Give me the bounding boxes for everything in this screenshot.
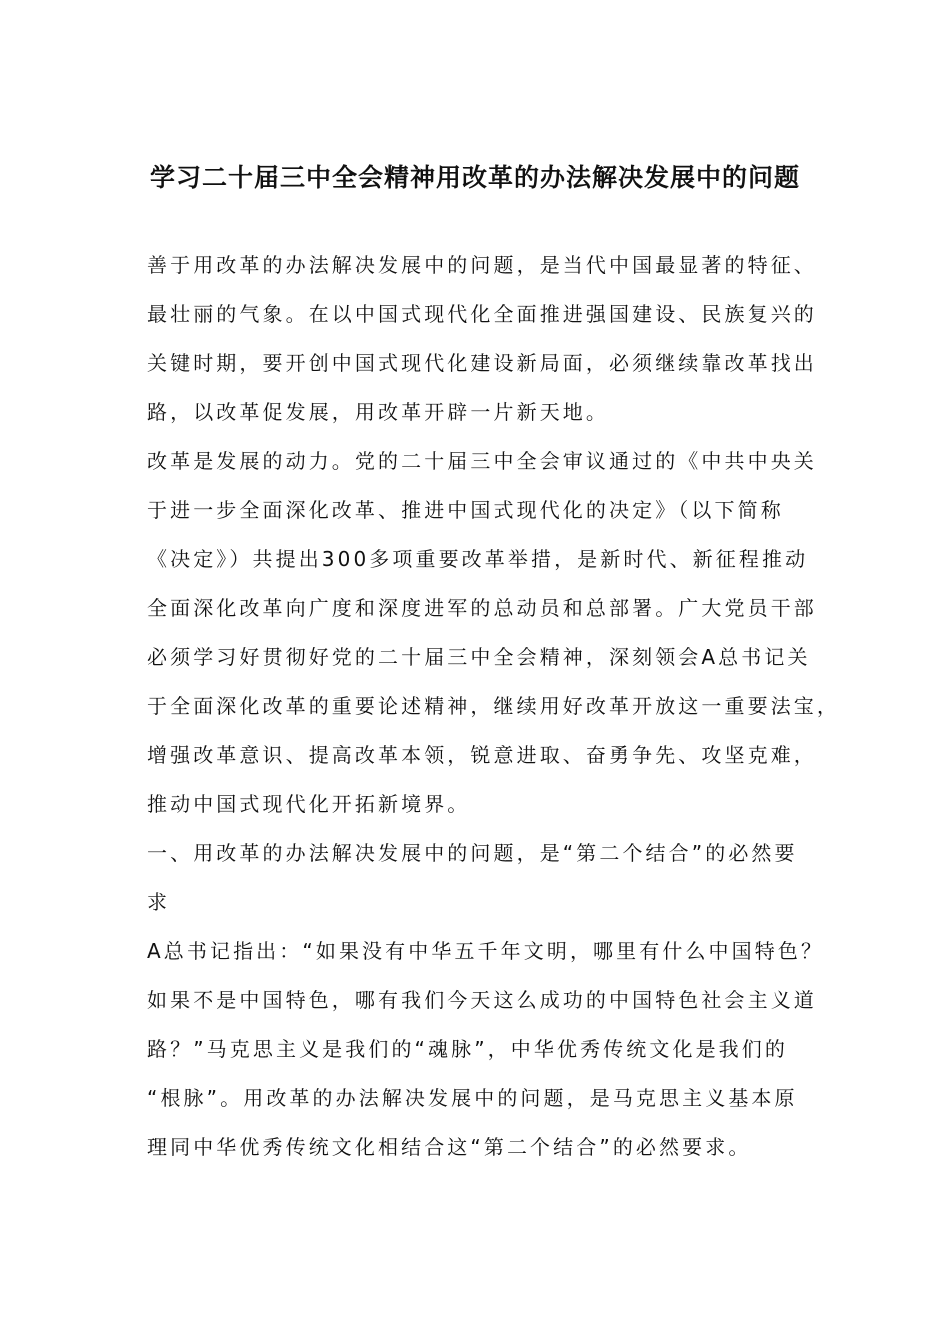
paragraph-2-line-3: 《决定》）共提出300多项重要改革举措，是新时代、新征程推动 <box>147 547 809 571</box>
document-title: 学习二十届三中全会精神用改革的办法解决发展中的问题 <box>149 163 800 192</box>
paragraph-2-line-4: 全面深化改革向广度和深度进军的总动员和总部署。广大党员干部 <box>147 596 817 620</box>
paragraph-3-line-2: 如果不是中国特色，哪有我们今天这么成功的中国特色社会主义道 <box>147 988 817 1012</box>
paragraph-3-line-1: A总书记指出：“如果没有中华五千年文明，哪里有什么中国特色？ <box>147 939 825 963</box>
paragraph-2-line-1: 改革是发展的动力。党的二十届三中全会审议通过的《中共中央关 <box>147 449 817 473</box>
paragraph-2-line-7: 增强改革意识、提高改革本领，锐意进取、奋勇争先、攻坚克难， <box>147 743 817 767</box>
paragraph-2-line-5: 必须学习好贯彻好党的二十届三中全会精神，深刻领会A总书记关 <box>147 645 811 669</box>
paragraph-1-line-1: 善于用改革的办法解决发展中的问题，是当代中国最显著的特征、 <box>147 253 817 277</box>
paragraph-3-line-5: 理同中华优秀传统文化相结合这“第二个结合”的必然要求。 <box>147 1135 752 1159</box>
paragraph-1-line-4: 路，以改革促发展，用改革开辟一片新天地。 <box>147 400 609 424</box>
paragraph-2-line-2: 于进一步全面深化改革、推进中国式现代化的决定》（以下简称 <box>147 498 784 522</box>
section-heading-line-2: 求 <box>147 890 171 914</box>
paragraph-1-line-2: 最壮丽的气象。在以中国式现代化全面推进强国建设、民族复兴的 <box>147 302 817 326</box>
section-heading-line-1: 一、用改革的办法解决发展中的问题，是“第二个结合”的必然要 <box>147 841 798 865</box>
paragraph-2-line-8: 推动中国式现代化开拓新境界。 <box>147 792 471 816</box>
paragraph-3-line-4: “根脉”。用改革的办法解决发展中的问题，是马克思主义基本原 <box>147 1086 798 1110</box>
paragraph-1-line-3: 关键时期，要开创中国式现代化建设新局面，必须继续靠改革找出 <box>147 351 817 375</box>
paragraph-3-line-3: 路？”马克思主义是我们的“魂脉”，中华优秀传统文化是我们的 <box>147 1037 788 1061</box>
paragraph-2-line-6: 于全面深化改革的重要论述精神，继续用好改革开放这一重要法宝， <box>147 694 840 718</box>
